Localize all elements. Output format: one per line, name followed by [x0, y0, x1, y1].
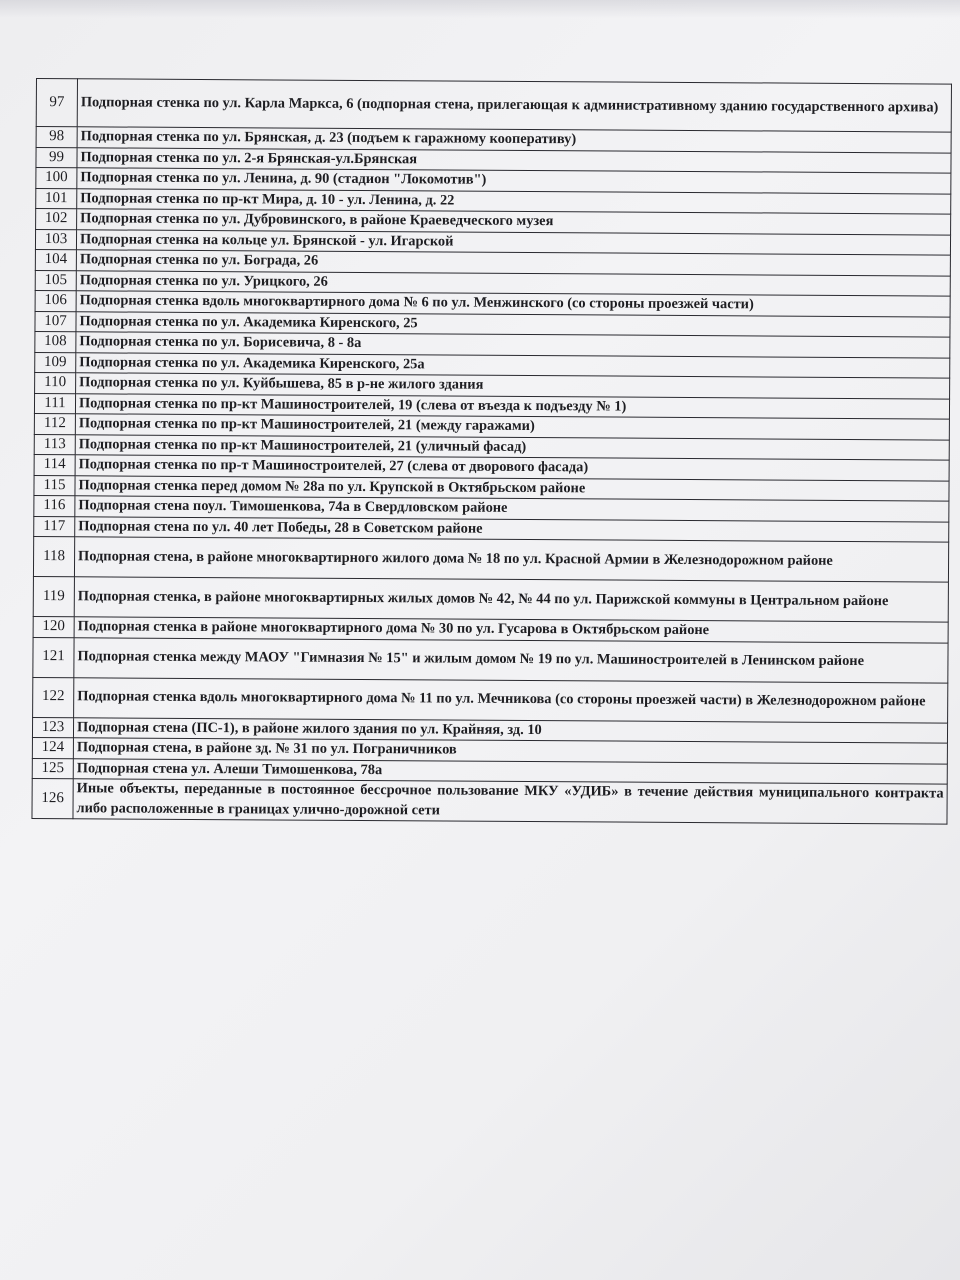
row-number: 108 — [35, 331, 76, 352]
row-number: 120 — [33, 616, 74, 637]
object-description: Подпорная стенка по пр-т Машиностроителей, 27 (слева от дворового фасада) — [75, 455, 949, 481]
row-number: 126 — [32, 778, 73, 818]
row-number: 115 — [34, 475, 75, 496]
document-sheet — [31, 78, 952, 825]
table-row — [33, 637, 948, 683]
row-number: 114 — [34, 454, 75, 475]
object-description: Подпорная стенка перед домом № 28а по ул. Крупской в Октябрьском районе — [75, 475, 949, 501]
object-description: Подпорная стена, в районе зд. № 31 по ул. Пограничников — [73, 738, 947, 764]
row-number: 98 — [36, 127, 77, 148]
row-number: 124 — [32, 737, 73, 758]
object-description: Подпорная стенка по ул. Урицкого, 26 — [76, 270, 950, 296]
row-number: 117 — [34, 516, 75, 537]
object-description: Подпорная стенка по ул. Брянская, д. 23 (подъем к гаражному кооперативу) — [77, 127, 951, 153]
object-description: Подпорная стенка вдоль многоквартирного дома № 6 по ул. Менжинского (со стороны проезжей части) — [76, 291, 950, 317]
row-number: 107 — [35, 311, 76, 332]
table-row — [33, 677, 948, 723]
row-number: 97 — [36, 79, 77, 127]
object-description: Подпорная стена ул. Алеши Тимошенкова, 78а — [73, 758, 947, 784]
object-description: Подпорная стена поул. Тимошенкова, 74а в Свердловском районе — [75, 496, 949, 522]
object-description: Подпорная стенка по ул. Дубровинского, в районе Краеведческого музея — [77, 209, 951, 235]
object-description: Подпорная стена по ул. 40 лет Победы, 28 в Советском районе — [75, 516, 949, 542]
object-description: Подпорная стенка по пр-кт Машиностроителей, 21 (между гаражами) — [75, 414, 949, 440]
row-number: 121 — [33, 637, 74, 677]
object-description: Подпорная стенка на кольце ул. Брянской - ул. Игарской — [76, 229, 950, 255]
page-edge-shadow — [0, 0, 960, 18]
table-row — [36, 79, 951, 133]
row-number: 106 — [35, 290, 76, 311]
row-number: 122 — [33, 677, 74, 717]
row-number: 99 — [36, 147, 77, 168]
object-description: Подпорная стенка по пр-кт Машиностроителей, 19 (слева от въезда к подъезду № 1) — [75, 393, 949, 419]
table-row — [32, 778, 947, 824]
object-description: Подпорная стенка вдоль многоквартирного дома № 11 по ул. Мечникова (со стороны проезжей части) в Железнодорожном районе — [74, 677, 948, 722]
row-number: 113 — [34, 434, 75, 455]
object-description: Подпорная стенка в районе многоквартирного дома № 30 по ул. Гусарова в Октябрьском районе — [74, 617, 948, 643]
table-row — [33, 536, 948, 582]
row-number: 116 — [34, 495, 75, 516]
object-description: Подпорная стенка по ул. 2-я Брянская-ул.Брянская — [77, 147, 951, 173]
row-number: 101 — [36, 188, 77, 209]
row-number: 110 — [35, 372, 76, 393]
row-number: 105 — [35, 270, 76, 291]
row-number: 123 — [32, 717, 73, 738]
row-number: 112 — [34, 413, 75, 434]
object-description: Подпорная стенка по пр-кт Машиностроителей, 21 (уличный фасад) — [75, 434, 949, 460]
row-number: 102 — [36, 209, 77, 230]
object-description: Подпорная стенка, в районе многоквартирных жилых домов № 42, № 44 по ул. Парижской коммуны в Центральном районе — [74, 577, 948, 622]
object-description: Подпорная стена, в районе многоквартирного жилого дома № 18 по ул. Красной Армии в Железнодорожном районе — [74, 537, 948, 582]
object-description: Подпорная стенка по пр-кт Мира, д. 10 - ул. Ленина, д. 22 — [77, 188, 951, 214]
table-row — [33, 576, 948, 622]
object-description: Подпорная стенка между МАОУ "Гимназия № 15" и жилым домом № 19 по ул. Машиностроителей в Ленинском районе — [74, 637, 948, 682]
object-description: Подпорная стенка по ул. Академика Киренского, 25а — [76, 352, 950, 378]
object-description: Подпорная стенка по ул. Ленина, д. 90 (стадион "Локомотив") — [77, 168, 951, 194]
objects-table-body — [32, 79, 952, 825]
object-description: Подпорная стена (ПС-1), в районе жилого здания по ул. Крайняя, зд. 10 — [73, 717, 947, 743]
object-description: Иные объекты, переданные в постоянное бессрочное пользование МКУ «УДИБ» в течение действия муниципального контракта либо расположенные в границах улично-дорожной сети — [73, 779, 947, 824]
objects-table — [31, 78, 952, 825]
object-description: Подпорная стенка по ул. Бограда, 26 — [76, 250, 950, 276]
object-description: Подпорная стенка по ул. Борисевича, 8 - 8а — [76, 332, 950, 358]
row-number: 125 — [32, 758, 73, 779]
row-number: 109 — [35, 352, 76, 373]
row-number: 119 — [33, 576, 74, 616]
row-number: 100 — [36, 168, 77, 189]
row-number: 111 — [34, 393, 75, 414]
row-number: 103 — [35, 229, 76, 250]
row-number: 104 — [35, 249, 76, 270]
object-description: Подпорная стенка по ул. Академика Киренского, 25 — [76, 311, 950, 337]
row-number: 118 — [33, 536, 74, 576]
object-description: Подпорная стенка по ул. Куйбышева, 85 в р-не жилого здания — [76, 373, 950, 399]
object-description: Подпорная стенка по ул. Карла Маркса, 6 (подпорная стена, прилегающая к административному зданию государственного архива) — [77, 79, 951, 132]
